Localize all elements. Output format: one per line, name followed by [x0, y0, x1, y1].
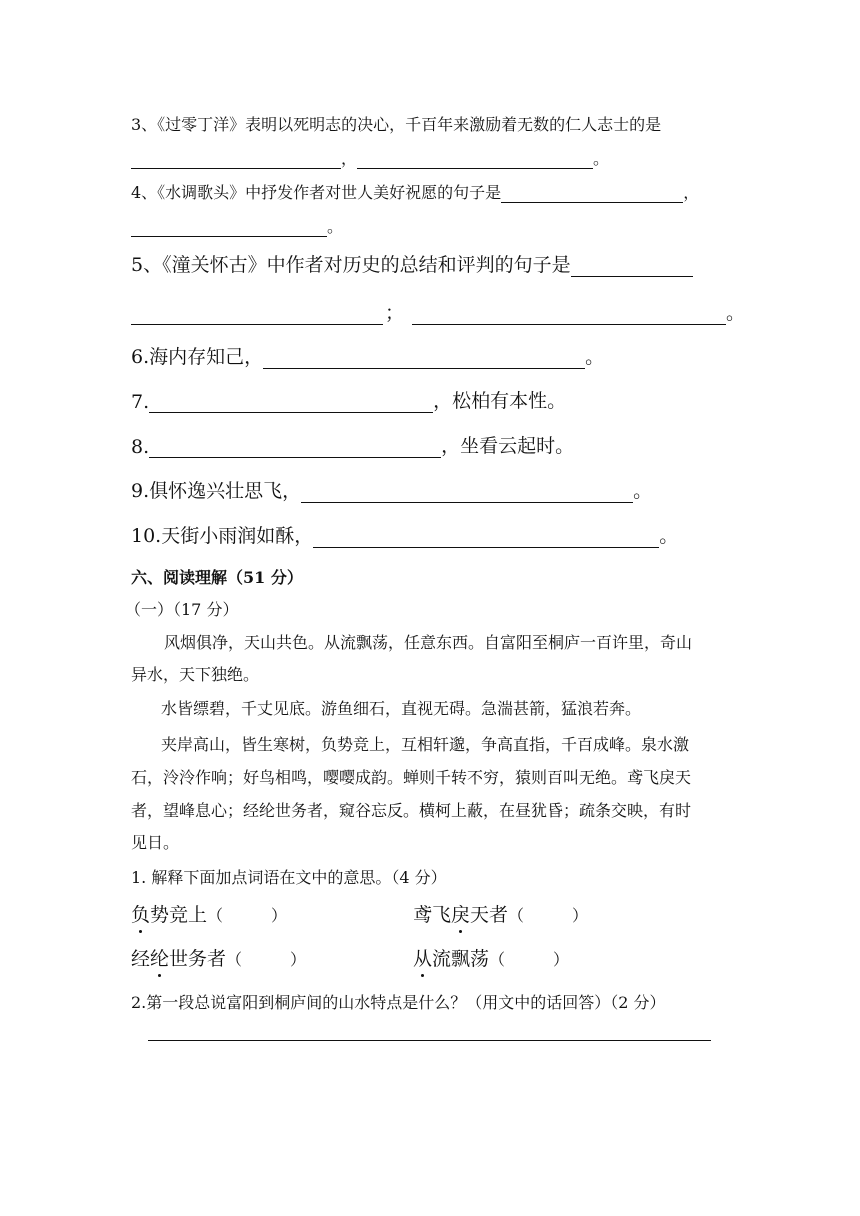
answer-blank[interactable]	[131, 167, 341, 169]
explain-item-4	[413, 944, 569, 971]
period: 。	[327, 217, 344, 236]
period: 。	[585, 346, 605, 368]
question-5-answer-row	[131, 298, 745, 325]
passage-line: 见日。	[131, 833, 180, 852]
answer-blank[interactable]	[501, 201, 683, 203]
comma: ，	[341, 149, 358, 168]
question-6	[131, 342, 604, 369]
question-8-number: 8.	[131, 436, 150, 458]
section-heading: 六、阅读理解（51 分）	[131, 568, 303, 587]
answer-parentheses[interactable]: （ ）	[226, 950, 307, 969]
answer-parentheses[interactable]: （ ）	[489, 950, 570, 969]
answer-blank[interactable]	[131, 323, 383, 325]
period: 。	[593, 149, 610, 168]
question-3	[131, 112, 661, 135]
answer-blank[interactable]	[263, 367, 585, 369]
question-6-text: 6.海内存知己，	[131, 346, 264, 368]
question-10	[131, 521, 678, 548]
explain-item-3	[131, 944, 306, 971]
question-3-answer-row	[131, 146, 609, 169]
passage-line: 异水，天下独绝。	[131, 665, 260, 684]
question-3-text: 3、《过零丁洋》表明以死明志的决心，千百年来激励着无数的仁人志士的是	[131, 115, 662, 134]
semicolon: ；	[385, 302, 405, 324]
answer-blank[interactable]	[149, 456, 441, 458]
passage-line: 石，泠泠作响；好鸟相鸣，嘤嘤成韵。蝉则千转不穷，猿则百叫无绝。鸢飞戾天	[131, 768, 692, 787]
period: 。	[659, 525, 679, 547]
word-rest: 世务者	[169, 948, 227, 970]
question-9-text: 9.俱怀逸兴壮思飞，	[131, 480, 302, 502]
answer-blank[interactable]	[301, 501, 633, 503]
word-prefix: 鸢飞	[413, 904, 452, 926]
question-5-text: 5、《潼关怀古》中作者对历史的总结和评判的句子是	[131, 254, 571, 276]
answer-parentheses[interactable]: （ ）	[207, 906, 288, 925]
question-7	[131, 386, 566, 413]
passage-line: 夹岸高山，皆生寒树，负势竞上，互相轩邈，争高直指，千百成峰。泉水激	[161, 735, 690, 754]
word-rest: 天者	[470, 904, 509, 926]
dotted-word: 纶	[150, 944, 169, 971]
explain-item-1	[131, 900, 287, 927]
feature-question-prompt: 2.第一段总说富阳到桐庐间的山水特点是什么？（用文中的话回答）（2 分）	[131, 993, 666, 1012]
comma: ，	[683, 183, 700, 202]
answer-line[interactable]	[148, 1040, 711, 1041]
passage-line: 水皆缥碧，千丈见底。游鱼细石，直视无碍。急湍甚箭，猛浪若奔。	[161, 699, 642, 718]
question-8	[131, 431, 574, 458]
answer-blank[interactable]	[571, 275, 693, 277]
word-prefix: 经	[131, 948, 151, 970]
dotted-word: 戾	[451, 900, 470, 927]
answer-blank[interactable]	[131, 235, 327, 237]
answer-blank[interactable]	[313, 546, 659, 548]
answer-blank[interactable]	[149, 411, 433, 413]
answer-blank[interactable]	[357, 167, 593, 169]
question-9	[131, 476, 652, 503]
question-7-text: ，松柏有本性。	[433, 390, 567, 412]
period: 。	[633, 480, 653, 502]
question-5	[131, 250, 693, 277]
part-heading: （一）（17 分）	[125, 600, 239, 619]
answer-parentheses[interactable]: （ ）	[508, 906, 589, 925]
passage-line: 风烟俱净，天山共色。从流飘荡，任意东西。自富阳至桐庐一百许里，奇山	[164, 633, 693, 652]
question-10-text: 10.天街小雨润如酥，	[131, 525, 314, 547]
question-4-text: 4、《水调歌头》中抒发作者对世人美好祝愿的句子是	[131, 183, 502, 202]
dotted-word: 负	[131, 900, 150, 927]
question-4	[131, 180, 699, 203]
question-4-answer-row	[131, 214, 343, 237]
question-8-text: ，坐看云起时。	[441, 435, 575, 457]
period: 。	[726, 302, 746, 324]
word-rest: 势竞上	[150, 904, 208, 926]
explain-question-prompt: 1. 解释下面加点词语在文中的意思。（4 分）	[131, 868, 447, 887]
explain-item-2	[413, 900, 588, 927]
answer-blank[interactable]	[412, 323, 726, 325]
dotted-word: 从	[413, 944, 432, 971]
question-7-number: 7.	[131, 391, 150, 413]
passage-line: 者，望峰息心；经纶世务者，窥谷忘反。横柯上蔽，在昼犹昏；疏条交映，有时	[131, 801, 692, 820]
word-rest: 流飘荡	[432, 948, 490, 970]
